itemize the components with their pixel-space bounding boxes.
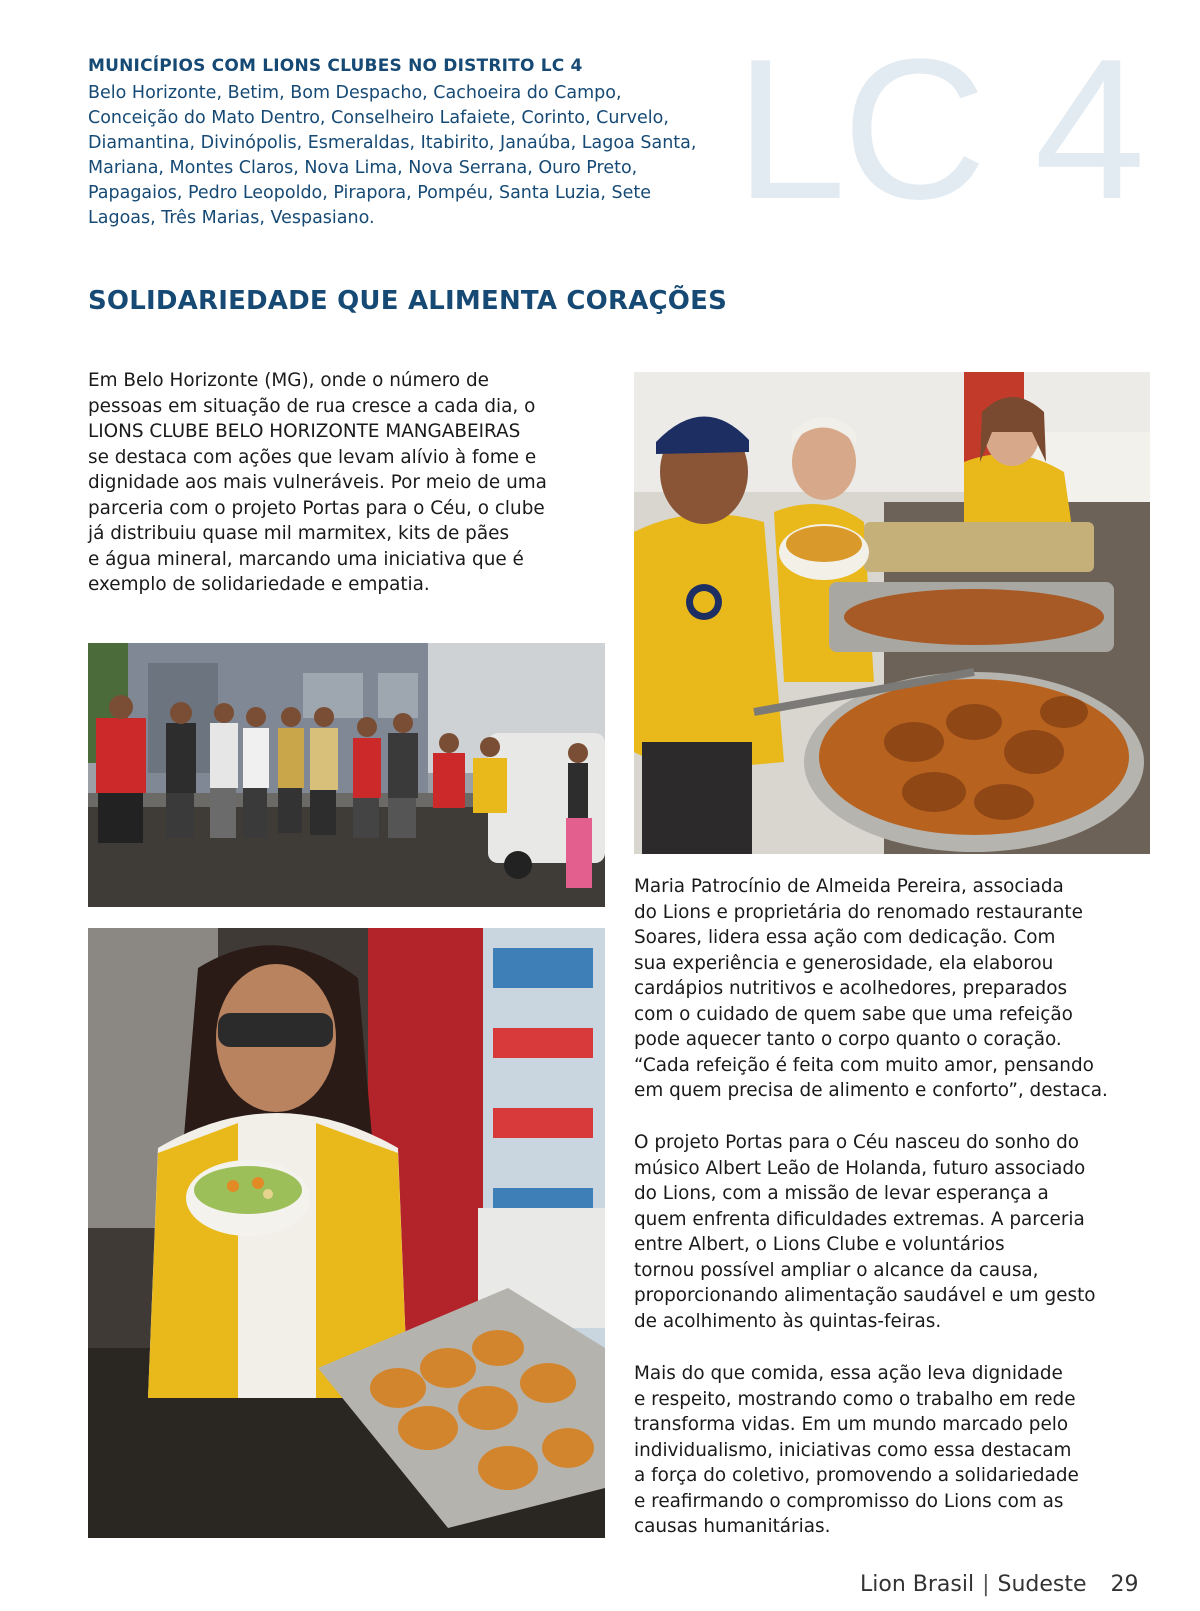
- article-title: SOLIDARIEDADE QUE ALIMENTA CORAÇÕES: [88, 286, 727, 316]
- region-name: Sudeste: [997, 1572, 1087, 1597]
- municipalities-list: Belo Horizonte, Betim, Bom Despacho, Cachoeira do Campo, Conceição do Mato Dentro, Conselheiro Lafaiete, Corinto, Curvelo, Diamantina, Divinópolis, Esmeraldas, Itabirito, Janaúba, Lagoa Santa, Mariana, Montes Claros, Nova Lima, Nova Serrana, Ouro Preto, Papagaios, Pedro Leopoldo, Pirapora, Pompéu, Santa Luzia, Sete Lagoas, Três Marias, Vespasiano.: [88, 83, 697, 228]
- volunteers-serving-photo: [634, 372, 1150, 854]
- district-watermark: LC 4: [735, 18, 1142, 241]
- article-paragraph-2: Maria Patrocínio de Almeida Pereira, associada do Lions e proprietária do renomado restaurante Soares, lidera essa ação com dedicação. Com sua experiência e generosidade, ela elaborou cardápios nutritivos e acolhedores, preparados com o cuidado de quem sabe que uma refeição pode aquecer tanto o corpo quanto o coração. “Cada refeição é feita com muito amor, pensando em quem precisa de alimento e conforto”, destaca.: [634, 876, 1108, 1101]
- footer-separator: |: [982, 1572, 990, 1597]
- page-number: 29: [1110, 1572, 1139, 1597]
- article-paragraph-1: Em Belo Horizonte (MG), onde o número de pessoas em situação de rua cresce a cada dia, o LIONS CLUBE BELO HORIZONTE MANGABEIRAS se destaca com ações que levam alívio à fome e dignidade aos mais vulneráveis. Por meio de uma parceria com o projeto Portas para o Céu, o clube já distribuiu quase mil marmitex, kits de pães e água mineral, marcando uma iniciativa que é exemplo de solidariedade e empatia.: [88, 370, 547, 595]
- volunteer-with-plate-photo: [88, 928, 605, 1538]
- page-footer: [860, 1572, 1139, 1597]
- article-paragraph-4: Mais do que comida, essa ação leva dignidade e respeito, mostrando como o trabalho em rede transforma vidas. Em um mundo marcado pelo individualismo, iniciativas como essa destacam a força do coletivo, promovendo a solidariedade e reafirmando o compromisso do Lions com as causas humanitárias.: [634, 1363, 1079, 1537]
- municipalities-heading: MUNICÍPIOS COM LIONS CLUBES NO DISTRITO LC 4: [88, 56, 583, 76]
- article-paragraph-3: O projeto Portas para o Céu nasceu do sonho do músico Albert Leão de Holanda, futuro associado do Lions, com a missão de levar esperança a quem enfrenta dificuldades extremas. A parceria entre Albert, o Lions Clube e voluntários tornou possível ampliar o alcance da causa, proporcionando alimentação saudável e um gesto de acolhimento às quintas-feiras.: [634, 1132, 1096, 1332]
- street-queue-photo: [88, 643, 605, 907]
- magazine-name: Lion Brasil: [860, 1572, 975, 1597]
